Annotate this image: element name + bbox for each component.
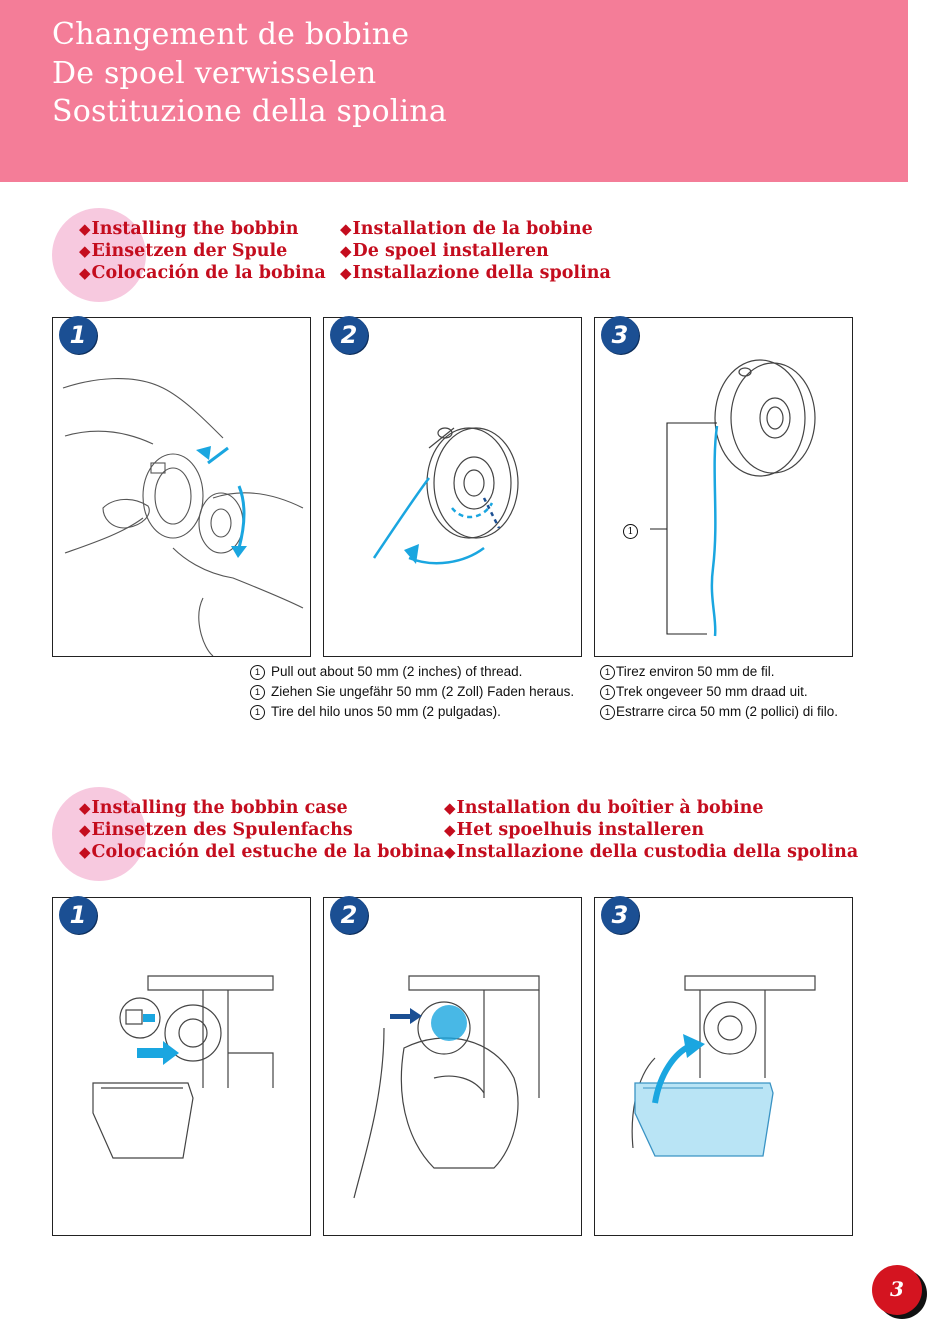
heading-it: ◆Installazione della custodia della spolina xyxy=(444,842,859,862)
bobbin-insert-illustration xyxy=(53,318,312,656)
heading-nl: ◆De spoel installeren xyxy=(340,241,549,261)
step-number-badge-icon: 1 xyxy=(59,896,97,934)
note-it: 1 Estrarre circa 50 mm (2 pollici) di filo. xyxy=(600,702,838,722)
diamond-bullet-icon: ◆ xyxy=(79,843,91,861)
diamond-bullet-icon: ◆ xyxy=(79,821,91,839)
section2-headings-right xyxy=(444,797,858,863)
heading-es: ◆Colocación del estuche de la bobina xyxy=(79,842,445,862)
step-number-badge-icon: 1 xyxy=(59,316,97,354)
heading-de: ◆Einsetzen des Spulenfachs xyxy=(79,820,353,840)
diamond-bullet-icon: ◆ xyxy=(79,264,91,282)
case-step-3-panel xyxy=(594,897,853,1236)
bobbin-thread-illustration xyxy=(324,318,583,656)
diamond-bullet-icon: ◆ xyxy=(79,220,91,238)
diamond-bullet-icon: ◆ xyxy=(79,799,91,817)
bobbin-step-2-panel xyxy=(323,317,582,657)
circled-number-icon: 1 xyxy=(600,705,615,720)
title-dutch: De spoel verwisselen xyxy=(52,55,377,91)
heading-it: ◆Installazione della spolina xyxy=(340,263,611,283)
circled-number-icon: 1 xyxy=(250,705,265,720)
header-titles xyxy=(52,16,447,132)
circled-number-icon: 1 xyxy=(623,524,638,539)
title-french: Changement de bobine xyxy=(52,17,410,52)
notes-left xyxy=(250,662,574,722)
diamond-bullet-icon: ◆ xyxy=(444,843,456,861)
heading-en: ◆Installing the bobbin case xyxy=(79,798,348,818)
bobbin-pull-thread-illustration xyxy=(595,318,854,656)
step-number-badge-icon: 3 xyxy=(601,896,639,934)
bobbin-case-approach-illustration xyxy=(53,898,312,1235)
circled-number-icon: 1 xyxy=(600,685,615,700)
circled-number-icon: 1 xyxy=(250,685,265,700)
diamond-bullet-icon: ◆ xyxy=(444,799,456,817)
title-italian: Sostituzione della spolina xyxy=(52,94,447,129)
page-header xyxy=(0,0,908,182)
heading-de: ◆Einsetzen der Spule xyxy=(79,241,288,261)
heading-nl: ◆Het spoelhuis installeren xyxy=(444,820,705,840)
notes-right xyxy=(600,662,838,722)
case-step-1-panel xyxy=(52,897,311,1236)
heading-es: ◆Colocación de la bobina xyxy=(79,263,326,283)
heading-fr: ◆Installation de la bobine xyxy=(340,219,593,239)
section1-headings-right xyxy=(340,218,611,284)
thread-length-callout xyxy=(623,520,644,539)
bobbin-step-1-panel xyxy=(52,317,311,657)
heading-en: ◆Installing the bobbin xyxy=(79,219,299,239)
circled-number-icon: 1 xyxy=(600,665,615,680)
diamond-bullet-icon: ◆ xyxy=(340,242,352,260)
note-de: 1 Ziehen Sie ungefähr 50 mm (2 Zoll) Faden heraus. xyxy=(250,682,574,702)
step-number-badge-icon: 2 xyxy=(330,896,368,934)
cover-close-illustration xyxy=(595,898,854,1235)
step-number-badge-icon: 2 xyxy=(330,316,368,354)
note-nl: 1 Trek ongeveer 50 mm draad uit. xyxy=(600,682,838,702)
note-fr: 1 Tirez environ 50 mm de fil. xyxy=(600,662,838,682)
section2-headings-left xyxy=(79,797,444,863)
note-es: 1 Tire del hilo unos 50 mm (2 pulgadas). xyxy=(250,702,574,722)
diamond-bullet-icon: ◆ xyxy=(444,821,456,839)
note-en: 1 Pull out about 50 mm (2 inches) of thread. xyxy=(250,662,574,682)
diamond-bullet-icon: ◆ xyxy=(79,242,91,260)
diamond-bullet-icon: ◆ xyxy=(340,220,352,238)
step-number-badge-icon: 3 xyxy=(601,316,639,354)
heading-fr: ◆Installation du boîtier à bobine xyxy=(444,798,764,818)
diamond-bullet-icon: ◆ xyxy=(340,264,352,282)
bobbin-case-insert-illustration xyxy=(324,898,583,1235)
circled-number-icon: 1 xyxy=(250,665,265,680)
bobbin-step-3-panel xyxy=(594,317,853,657)
page-number-badge: 3 xyxy=(872,1265,922,1315)
section1-headings-left xyxy=(79,218,326,284)
case-step-2-panel xyxy=(323,897,582,1236)
